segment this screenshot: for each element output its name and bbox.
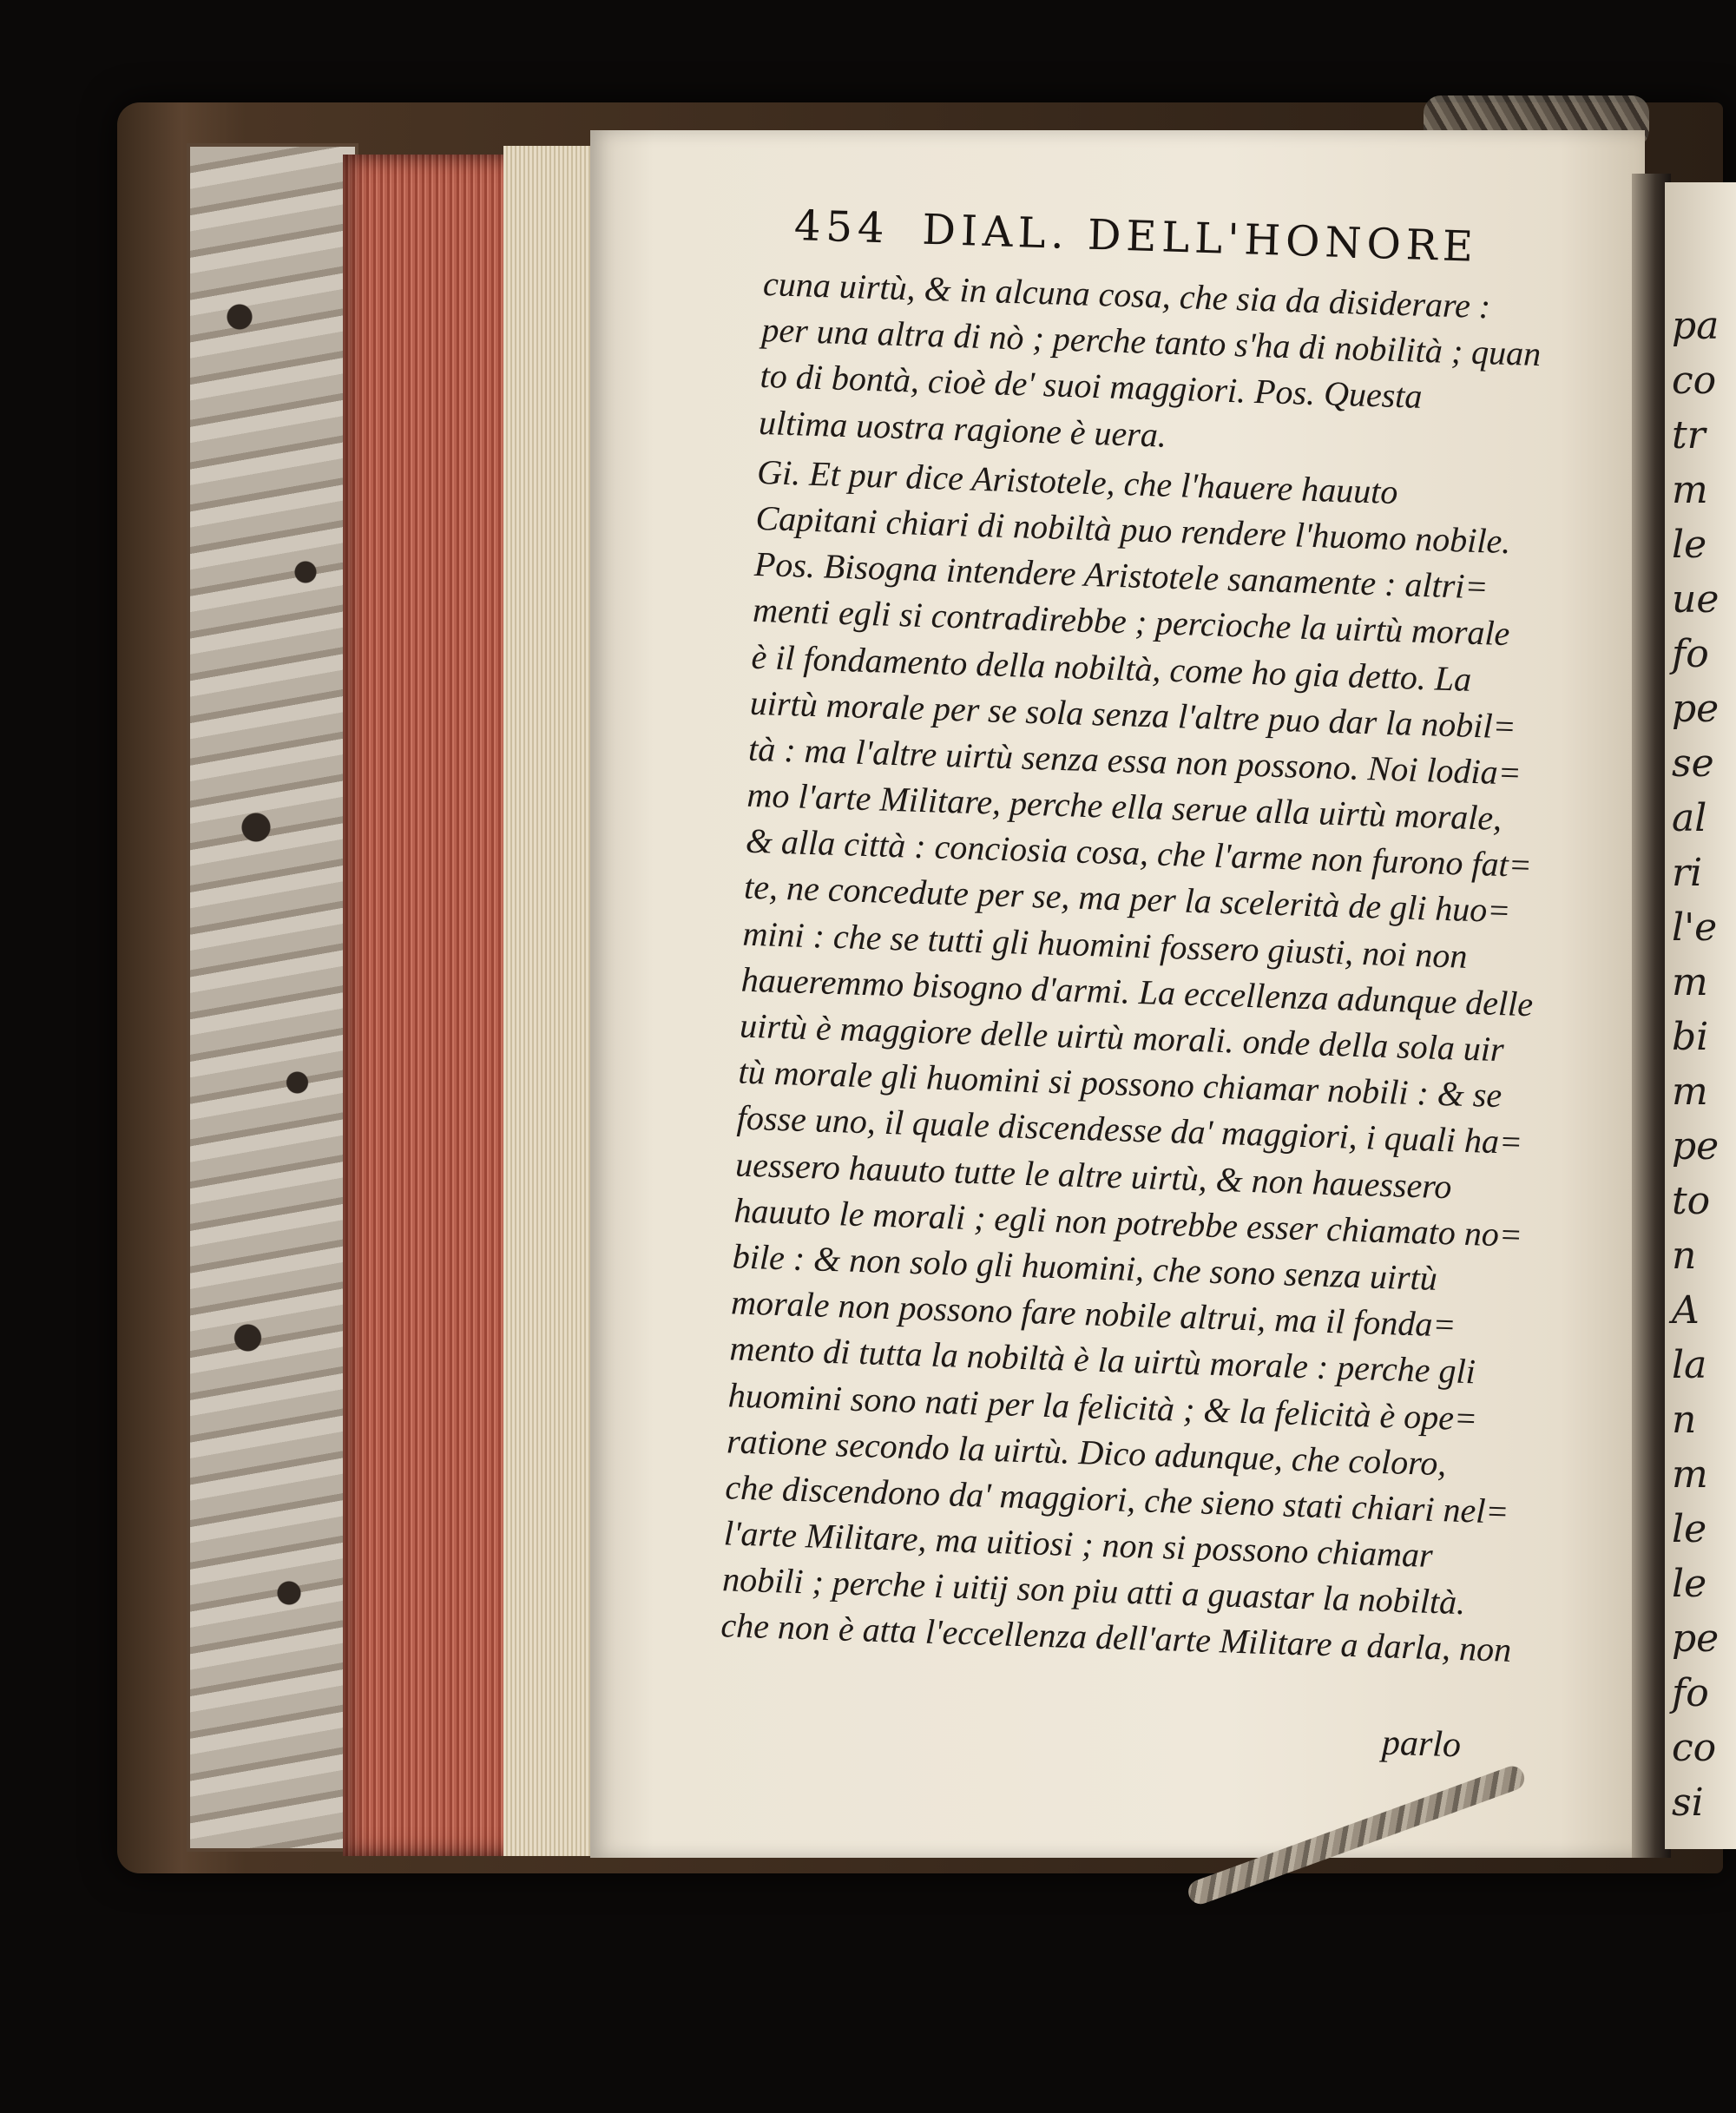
text-line: bile : & non solo gli huomini, che sono senza uirtù	[732, 1236, 1438, 1298]
text-line: è il fondamento della nobiltà, come ho gia detto. La	[750, 636, 1472, 699]
facing-page	[1665, 182, 1736, 1849]
facing-text-fragment: l'e	[1672, 905, 1718, 950]
text-line: ultima uostra ragione è uera.	[758, 402, 1167, 455]
facing-text-fragment: pe	[1672, 1616, 1720, 1661]
text-line: huomini sono nati per la felicità ; & la felicità è ope=	[727, 1374, 1478, 1438]
facing-text-fragment: n	[1672, 1234, 1697, 1278]
text-line: Pos. Bisogna intendere Aristotele sanamente : altri=	[753, 543, 1489, 607]
text-line: mento di tutta la nobiltà è la uirtù morale : perche gli	[728, 1328, 1476, 1392]
text-line: tù morale gli huomini si possono chiamar nobili : & se	[737, 1051, 1503, 1116]
text-line: haueremmo bisogno d'armi. La eccellenza adunque delle	[740, 959, 1534, 1024]
text-line: Gi. Et pur dice Aristotele, che l'hauere hauuto	[756, 451, 1399, 511]
text-line: uessero hauuto tutte le altre uirtù, & non hauessero	[734, 1144, 1453, 1206]
page-number: 454	[793, 201, 891, 253]
facing-text-fragment: ue	[1672, 577, 1720, 622]
text-line: che discendono da' maggiori, che sieno stati chiari nel=	[724, 1467, 1510, 1531]
text-line: tà : ma l'altre uirtù senza essa non possono. Noi lodia=	[747, 728, 1522, 793]
facing-text-fragment: se	[1672, 741, 1714, 786]
facing-text-fragment: le	[1672, 523, 1707, 567]
facing-text-fragment: to	[1672, 1179, 1711, 1223]
text-line: Capitani chiari di nobiltà puo rendere l'huomo nobile.	[754, 497, 1511, 562]
facing-text-fragment: m	[1672, 1070, 1708, 1114]
text-line: hauuto le morali ; egli non potrebbe esser chiamato no=	[733, 1190, 1523, 1254]
facing-text-fragment: m	[1672, 1452, 1708, 1497]
facing-text-fragment: co	[1672, 1726, 1717, 1770]
text-line: morale non possono fare nobile altrui, ma il fonda=	[730, 1282, 1457, 1345]
facing-text-fragment: bi	[1672, 1015, 1709, 1059]
facing-text-fragment: fo	[1672, 632, 1709, 676]
facing-text-fragment: co	[1672, 359, 1717, 403]
catchword: parlo	[1381, 1722, 1462, 1766]
text-line: nobili ; perche i uitij son piu atti a guastar la nobiltà.	[721, 1559, 1466, 1623]
facing-text-fragment: fo	[1672, 1671, 1709, 1715]
text-line: per una altra di nò ; perche tanto s'ha di nobilità ; quan	[760, 310, 1542, 374]
text-line: & alla città : conciosia cosa, che l'arme non furono fat=	[745, 820, 1533, 885]
facing-text-fragment: la	[1672, 1343, 1707, 1387]
facing-text-fragment: m	[1672, 960, 1708, 1004]
text-line: uirtù morale per se sola senza l'altre puo dar la nobil=	[749, 682, 1517, 747]
facing-text-fragment: m	[1672, 468, 1708, 512]
facing-text-fragment: pa	[1672, 304, 1720, 348]
text-line: ratione secondo la uirtù. Dico adunque, che coloro,	[726, 1421, 1448, 1484]
text-line: fosse uno, il quale discendesse da' maggiori, i quali ha=	[736, 1097, 1523, 1162]
text-line: mo l'arte Militare, perche ella serue alla uirtù morale,	[746, 774, 1503, 839]
facing-text-fragment: al	[1672, 796, 1707, 840]
text-line: che non è atta l'eccellenza dell'arte Militare a darla, non	[720, 1605, 1512, 1670]
facing-text-fragment: le	[1672, 1507, 1707, 1551]
text-line: cuna uirtù, & in alcuna cosa, che sia da disiderare :	[762, 263, 1491, 326]
text-line: l'arte Militare, ma uitiosi ; non si possono chiamar	[723, 1513, 1434, 1575]
facing-text-fragment: tr	[1672, 413, 1706, 457]
text-line: uirtù è maggiore delle uirtù morali. onde della sola uir	[739, 1005, 1505, 1070]
body-text	[720, 260, 1597, 1675]
facing-text-fragment: le	[1672, 1562, 1707, 1606]
text-line: te, ne concedute per se, ma per la scelerità de gli huo=	[743, 867, 1512, 931]
facing-text-fragment: n	[1672, 1398, 1697, 1442]
marbled-endpaper	[187, 143, 358, 1852]
running-head: DIAL. DELL'HONORE	[921, 205, 1479, 272]
facing-text-fragment: A	[1672, 1288, 1700, 1333]
facing-text-fragment: ri	[1672, 851, 1703, 895]
text-line: menti egli si contradirebbe ; percioche la uirtù morale	[752, 590, 1511, 654]
facing-text-fragment: si	[1672, 1781, 1704, 1825]
text-line: to di bontà, cioè de' suoi maggiori. Pos. Questa	[760, 356, 1424, 417]
facing-text-fragment: pe	[1672, 1124, 1720, 1168]
facing-text-fragment: pe	[1672, 687, 1720, 731]
text-line: mini : che se tutti gli huomini fossero giusti, noi non	[741, 913, 1469, 976]
